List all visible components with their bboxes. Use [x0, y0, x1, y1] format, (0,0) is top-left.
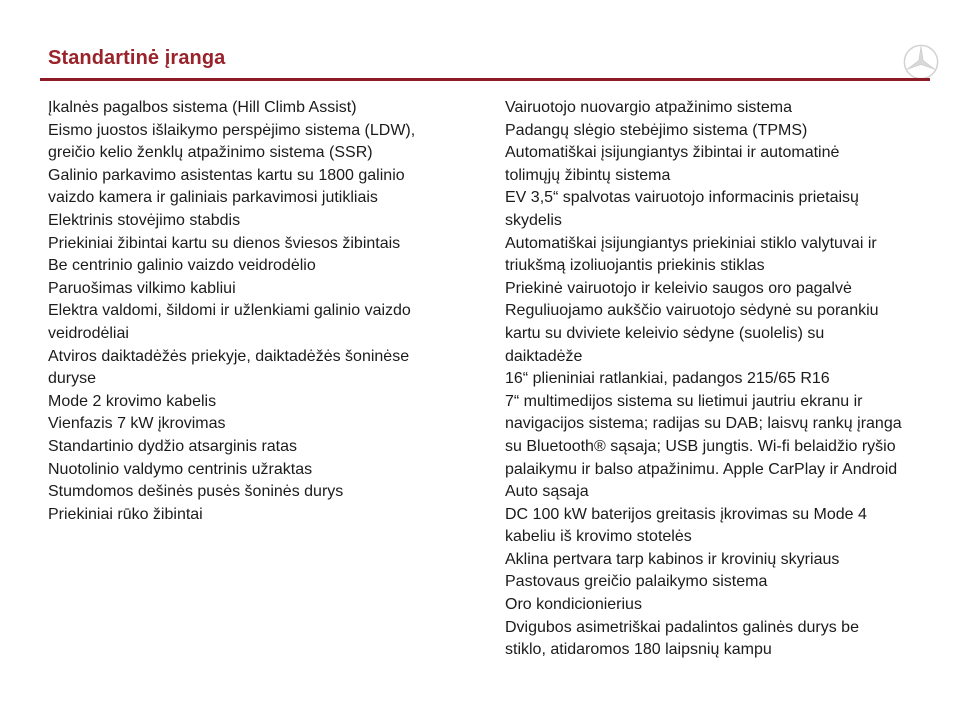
equipment-item: Nuotolinio valdymo centrinis užraktas	[48, 460, 313, 478]
equipment-item-continuation: daiktadėže	[505, 347, 583, 365]
equipment-item: 16“ plieniniai ratlankiai, padangos 215/65 R16	[505, 370, 830, 388]
equipment-item-continuation: vaizdo kamera ir galiniais parkavimosi jutikliais	[48, 189, 378, 207]
equipment-item-continuation: triukšmą izoliuojantis priekinis stiklas	[505, 257, 765, 275]
equipment-item: Stumdomos dešinės pusės šoninės durys	[48, 483, 344, 501]
equipment-item: Automatiškai įsijungiantys žibintai ir automatinė	[505, 144, 840, 162]
equipment-item: Elektra valdomi, šildomi ir užlenkiami galinio vaizdo	[48, 302, 411, 320]
equipment-item-continuation: navigacijos sistema; radijas su DAB; laisvų rankų įranga	[505, 415, 902, 433]
equipment-item: Paruošimas vilkimo kabliui	[48, 279, 236, 297]
equipment-item: Galinio parkavimo asistentas kartu su 1800 galinio	[48, 166, 405, 184]
equipment-item: Priekiniai žibintai kartu su dienos šviesos žibintais	[48, 234, 401, 252]
equipment-item-continuation: veidrodėliai	[48, 324, 129, 342]
equipment-item-continuation: su Bluetooth® sąsaja; USB jungtis. Wi-fi belaidžio ryšio	[505, 437, 896, 455]
equipment-item: Mode 2 krovimo kabelis	[48, 392, 217, 410]
equipment-item: Dvigubos asimetriškai padalintos galinės durys be	[505, 618, 859, 636]
equipment-item-continuation: skydelis	[505, 211, 562, 229]
equipment-item: Vienfazis 7 kW įkrovimas	[48, 415, 226, 433]
equipment-item: Elektrinis stovėjimo stabdis	[48, 211, 241, 229]
equipment-item: Įkalnės pagalbos sistema (Hill Climb Assist)	[48, 99, 357, 116]
equipment-item: Oro kondicionierius	[505, 596, 642, 614]
equipment-item: Vairuotojo nuovargio atpažinimo sistema	[505, 99, 792, 116]
equipment-item-continuation: kartu su dviviete keleivio sėdyne (suolelis) su	[505, 324, 825, 342]
equipment-item: Reguliuojamo aukščio vairuotojo sėdynė su porankiu	[505, 302, 879, 320]
equipment-list-left	[48, 97, 478, 526]
equipment-item-continuation: stiklo, atidaromos 180 laipsnių kampu	[505, 641, 772, 659]
equipment-item: Pastovaus greičio palaikymo sistema	[505, 573, 768, 591]
equipment-item: Standartinio dydžio atsarginis ratas	[48, 437, 298, 455]
page-title: Standartinė įranga	[48, 47, 226, 69]
equipment-list-right	[505, 97, 930, 662]
equipment-item: 7“ multimedijos sistema su lietimui jautriu ekranu ir	[505, 392, 863, 410]
equipment-item: Automatiškai įsijungiantys priekiniai stiklo valytuvai ir	[505, 234, 877, 252]
equipment-item-continuation: duryse	[48, 370, 97, 388]
equipment-item-continuation: greičio kelio ženklų atpažinimo sistema (SSR)	[48, 144, 373, 162]
equipment-item: EV 3,5“ spalvotas vairuotojo informacinis prietaisų	[505, 189, 859, 207]
equipment-item: Priekiniai rūko žibintai	[48, 505, 203, 523]
equipment-item: Eismo juostos išlaikymo perspėjimo sistema (LDW),	[48, 121, 416, 139]
equipment-item: DC 100 kW baterijos greitasis įkrovimas su Mode 4	[505, 505, 867, 523]
equipment-item-continuation: Auto sąsaja	[505, 483, 589, 501]
equipment-item-continuation: tolimųjų žibintų sistema	[505, 166, 671, 184]
equipment-item: Aklina pertvara tarp kabinos ir krovinių skyriaus	[505, 550, 840, 568]
equipment-item: Atviros daiktadėžės priekyje, daiktadėžės šoninėse	[48, 347, 410, 365]
equipment-item: Padangų slėgio stebėjimo sistema (TPMS)	[505, 121, 808, 139]
equipment-item: Be centrinio galinio vaizdo veidrodėlio	[48, 257, 316, 275]
mercedes-star-logo-icon	[902, 43, 940, 81]
equipment-item: Priekinė vairuotojo ir keleivio saugos oro pagalvė	[505, 279, 852, 297]
equipment-item-continuation: kabeliu iš krovimo stotelės	[505, 528, 692, 546]
title-divider	[40, 78, 930, 81]
equipment-item-continuation: palaikymu ir balso atpažinimu. Apple CarPlay ir Android	[505, 460, 898, 478]
